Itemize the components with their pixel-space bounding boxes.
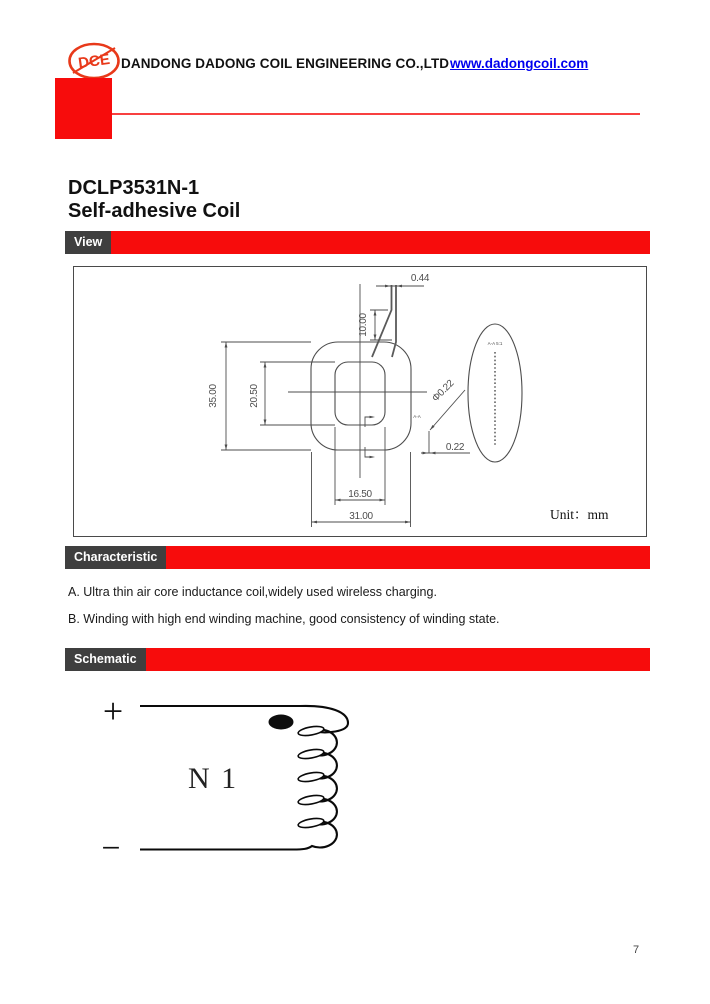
dim-outer-height: 35.00 — [208, 384, 219, 408]
technical-drawing — [73, 266, 647, 537]
characteristic-section-label: Characteristic — [65, 546, 166, 569]
schematic-section-bar — [65, 648, 650, 671]
wire-lead-right — [392, 285, 396, 357]
characteristic-section-bar — [65, 546, 650, 569]
schematic-diagram — [60, 685, 400, 885]
winding-label: N 1 — [188, 762, 239, 795]
positive-terminal-symbol: + — [102, 691, 124, 731]
product-title — [68, 177, 240, 223]
dim-wire-thickness: 0.22 — [445, 442, 465, 453]
logo-text: DCE — [77, 50, 111, 73]
company-name: DANDONG DADONG COIL ENGINEERING CO.,LTD — [121, 56, 450, 71]
section-mark-bottom — [365, 447, 373, 457]
dim-inner-height: 20.50 — [249, 384, 260, 408]
page-number: 7 — [633, 944, 640, 956]
characteristic-item-a: A. Ultra thin air core inductance coil,widely used wireless charging. — [68, 585, 437, 599]
product-name: Self-adhesive Coil — [68, 200, 241, 222]
dim-outer-width: 31.00 — [349, 511, 373, 522]
section-cut-ref-label: A-A — [413, 414, 421, 419]
dim-inner-width: 16.50 — [348, 489, 372, 500]
dim-wire-diameter: Φ0.22 — [430, 378, 457, 405]
negative-terminal-symbol: − — [101, 830, 121, 867]
unit-label: Unit：mm — [550, 507, 609, 522]
winding-loop-crossings — [298, 725, 325, 829]
website-link[interactable]: www.dadongcoil.com — [450, 56, 589, 71]
dim-lead-gap: 0.44 — [410, 273, 430, 284]
characteristic-item-b: B. Winding with high end winding machine, good consistency of winding state. — [68, 612, 500, 626]
red-banner-line — [112, 113, 640, 115]
polarity-dot — [269, 715, 294, 730]
product-model: DCLP3531N-1 — [68, 177, 200, 199]
company-logo — [67, 41, 121, 81]
red-banner-block — [55, 78, 112, 139]
section-view-label: A-A 5:1 — [487, 341, 503, 346]
dim-lead-length: 10.00 — [358, 313, 369, 337]
view-section-label: View — [65, 231, 111, 254]
view-section-bar — [65, 231, 650, 254]
schematic-section-label: Schematic — [65, 648, 146, 671]
coil-outer-outline — [311, 342, 411, 450]
